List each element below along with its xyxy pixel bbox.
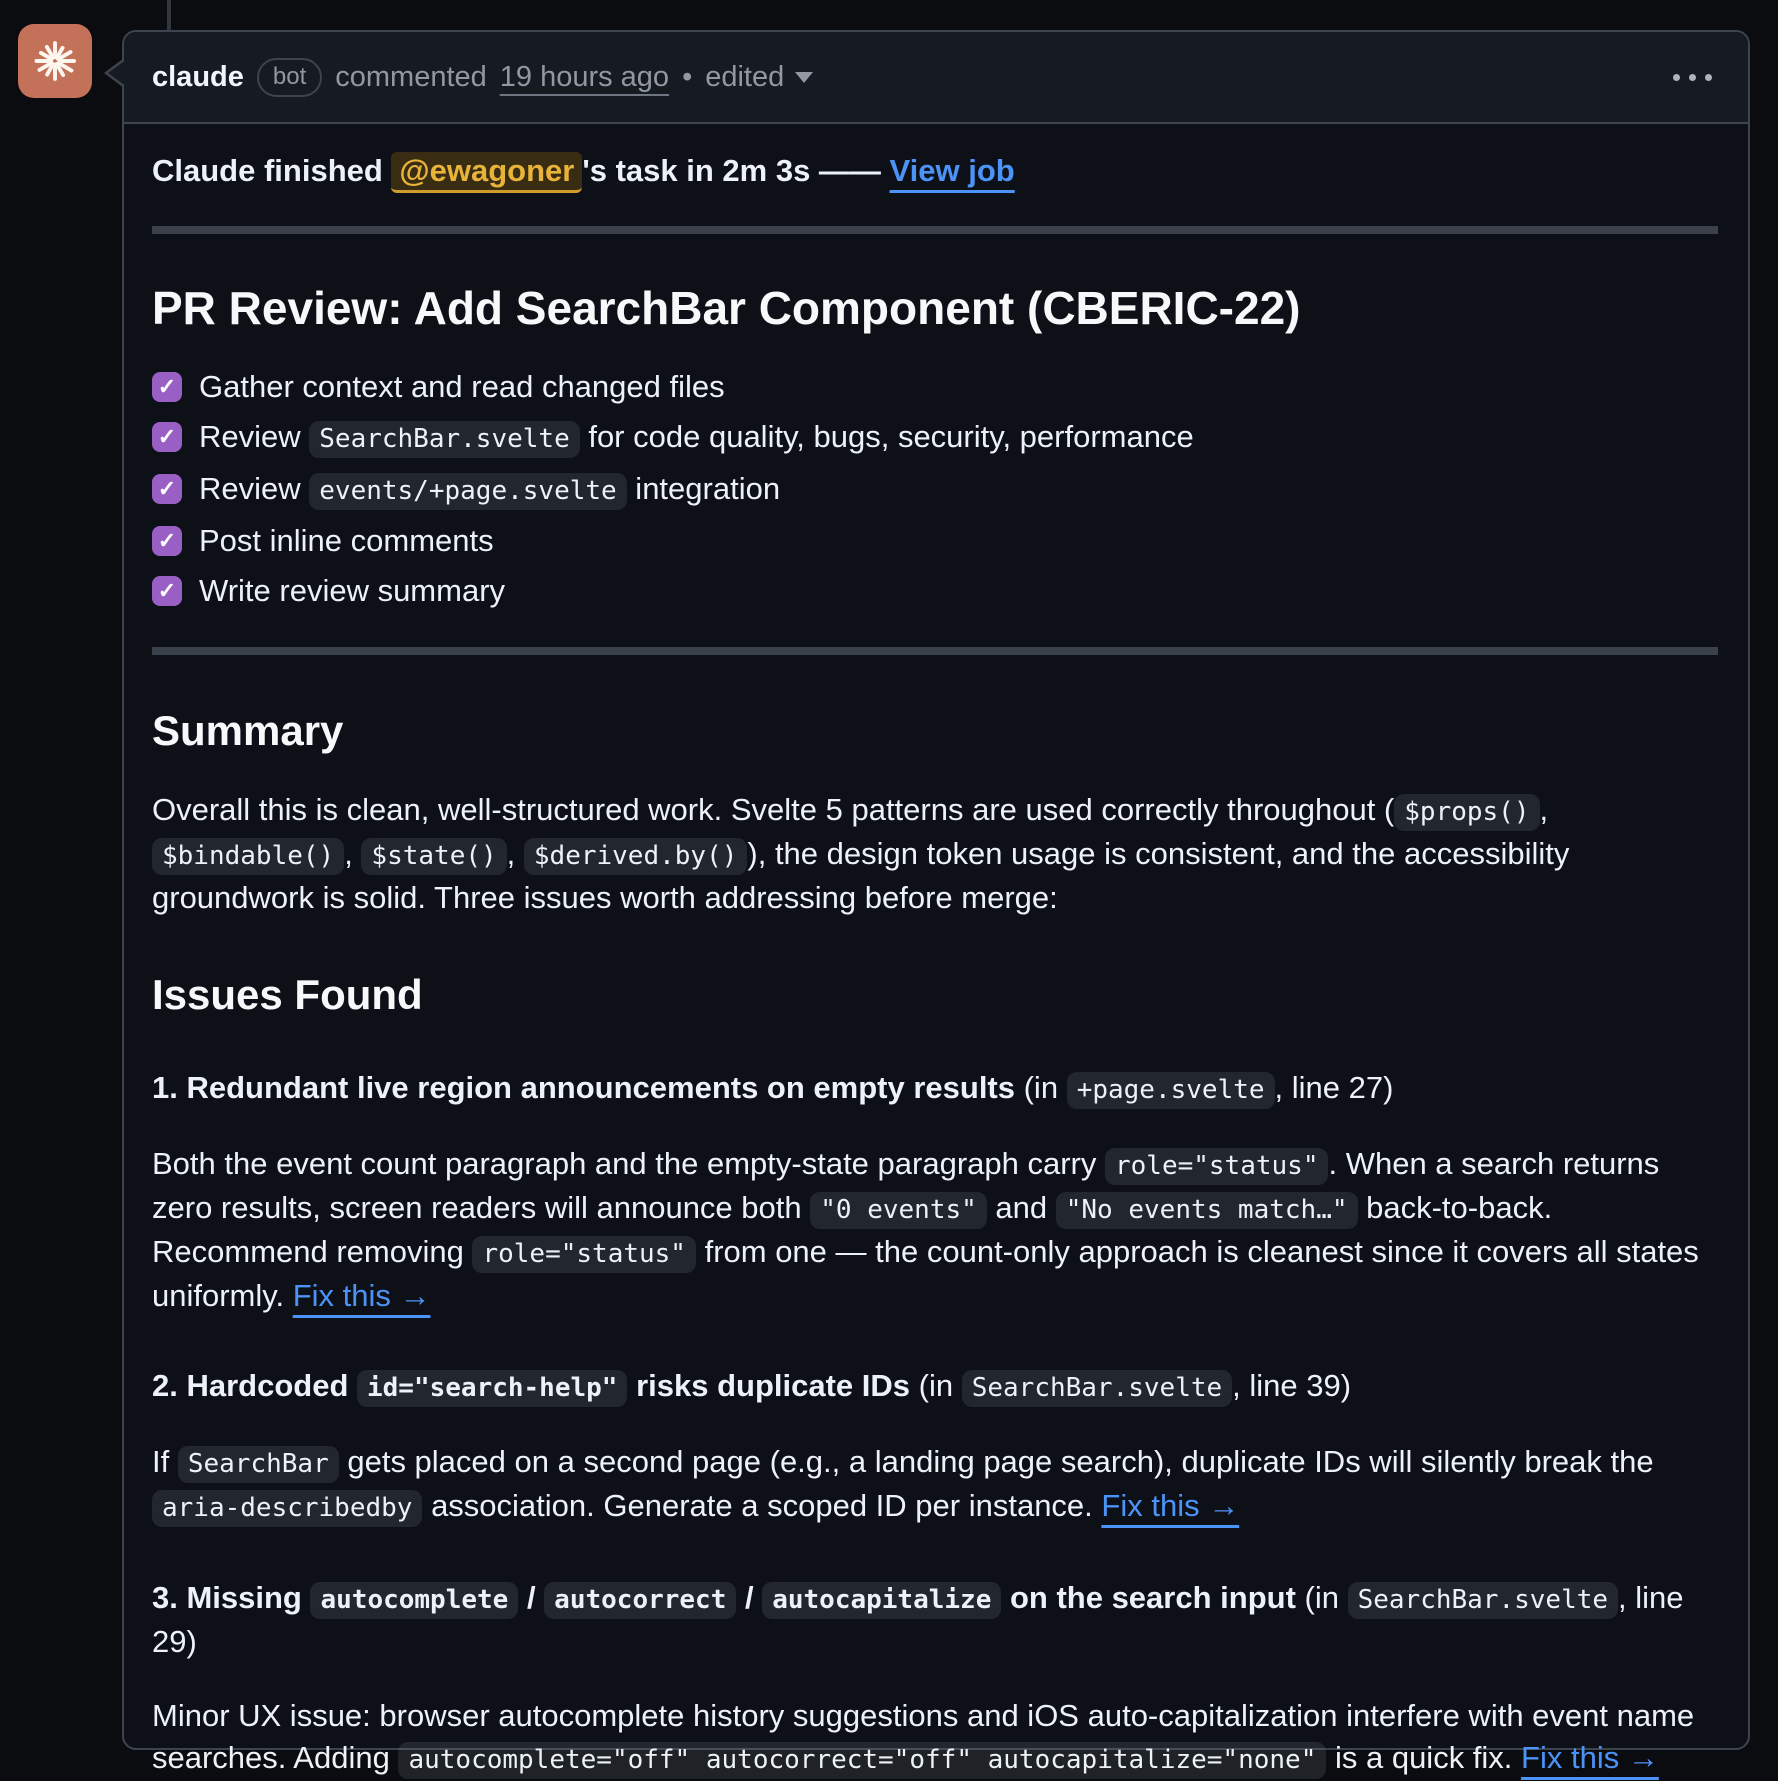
text-run: / (518, 1580, 545, 1615)
divider (152, 226, 1718, 234)
inline-code: SearchBar.svelte (962, 1370, 1232, 1407)
text-run: association. Generate a scoped ID per instance. (422, 1488, 1102, 1523)
issue-1-title (152, 1067, 1718, 1111)
checked-checkbox-icon[interactable]: ✓ (152, 422, 182, 452)
comment-options-button[interactable] (1673, 64, 1712, 91)
text-run: , line 29) (152, 1580, 1684, 1659)
text-run: gets placed on a second page (e.g., a landing page search), duplicate IDs will silently break the (338, 1444, 1654, 1479)
inline-code: SearchBar (178, 1446, 339, 1483)
inline-code: $props() (1394, 794, 1539, 831)
comment-body (124, 124, 1748, 1781)
issue-3-title (152, 1577, 1718, 1663)
text-run: Review (199, 471, 310, 506)
text-run: Review (199, 419, 310, 454)
inline-link[interactable]: Fix this → (1521, 1740, 1659, 1775)
summary-heading: Summary (152, 707, 344, 754)
text-run: Gather context and read changed files (199, 369, 725, 404)
issue-3-body (152, 1695, 1718, 1781)
text-run: (in (910, 1368, 962, 1403)
text-run: Both the event count paragraph and the empty-state paragraph carry (152, 1146, 1105, 1181)
text-run: 2. Hardcoded (152, 1368, 357, 1403)
issue-2-body (152, 1441, 1718, 1529)
text-run: 3. Missing (152, 1580, 311, 1615)
issues-heading: Issues Found (152, 971, 423, 1018)
text-run: / (736, 1580, 763, 1615)
inline-link[interactable]: View job (889, 153, 1015, 188)
inline-code: "No events match…" (1056, 1192, 1358, 1229)
text-run: on the search input (1001, 1580, 1296, 1615)
kebab-icon (1673, 74, 1680, 81)
text-run: Claude finished (152, 153, 392, 188)
review-heading: PR Review: Add SearchBar Component (CBERIC-22) (152, 282, 1301, 334)
inline-code: autocorrect (544, 1582, 736, 1619)
checklist-item (152, 365, 1718, 409)
inline-code: role="status" (1105, 1148, 1329, 1185)
text-run: ), the design token usage is consistent, and the accessibility groundwork is solid. Three issues worth addressing before merge: (152, 836, 1570, 915)
inline-code: $state() (361, 838, 506, 875)
text-run: risks duplicate IDs (627, 1368, 911, 1403)
checked-checkbox-icon[interactable]: ✓ (152, 372, 182, 402)
checklist-item-text (199, 467, 780, 513)
checked-checkbox-icon[interactable]: ✓ (152, 474, 182, 504)
checklist-item-text (199, 519, 494, 563)
meta-separator-dot: • (682, 60, 693, 93)
issue-1-body (152, 1143, 1718, 1317)
inline-code: events/+page.svelte (309, 473, 626, 510)
edited-label: edited (705, 60, 785, 93)
text-run: Minor UX issue: browser autocomplete history suggestions and iOS auto-capitalization interfere with event name searches. Adding (152, 1698, 1695, 1775)
inline-code: "0 events" (810, 1192, 987, 1229)
inline-code: $derived.by() (524, 838, 748, 875)
text-run: Write review summary (199, 573, 506, 608)
review-checklist (152, 365, 1718, 613)
claude-bot-avatar[interactable] (18, 24, 92, 98)
bot-badge: bot (257, 58, 322, 97)
checklist-item (152, 569, 1718, 613)
inline-code: SearchBar.svelte (309, 421, 579, 458)
inline-code: id="search-help" (357, 1370, 627, 1407)
edited-dropdown-button[interactable] (705, 61, 813, 94)
inline-code: +page.svelte (1067, 1072, 1275, 1109)
text-run: , line 27) (1274, 1070, 1394, 1105)
text-run: . When a search returns zero results, screen readers will announce both (152, 1146, 1660, 1225)
text-run: , line 39) (1232, 1368, 1352, 1403)
checklist-item (152, 415, 1718, 461)
text-run: If (152, 1444, 178, 1479)
text-run: , (344, 836, 362, 871)
divider (152, 647, 1718, 655)
checked-checkbox-icon[interactable]: ✓ (152, 576, 182, 606)
issue-2-title (152, 1365, 1718, 1409)
text-run: , (1539, 792, 1549, 827)
chevron-down-icon (795, 72, 813, 83)
inline-code: autocomplete (310, 1582, 518, 1619)
claude-starburst-icon (27, 33, 83, 89)
text-run: (in (1295, 1580, 1348, 1615)
inline-code: aria-describedby (152, 1490, 422, 1527)
checklist-item (152, 519, 1718, 563)
text-run: back-to-back. Recommend removing (152, 1190, 1553, 1269)
checklist-item (152, 467, 1718, 513)
text-run: Post inline comments (199, 523, 494, 558)
timeline-connector-line (167, 0, 171, 32)
text-run: and (986, 1190, 1056, 1225)
intro-line (152, 150, 1718, 192)
comment-action-label: commented (335, 60, 487, 93)
text-run: for code quality, bugs, security, performance (579, 419, 1194, 454)
checklist-item-text (199, 365, 725, 409)
comment-author-link[interactable]: claude (152, 60, 244, 93)
text-run: Overall this is clean, well-structured work. Svelte 5 patterns are used correctly throughout ( (152, 792, 1395, 827)
checked-checkbox-icon[interactable]: ✓ (152, 526, 182, 556)
comment-timestamp-link[interactable]: 19 hours ago (499, 60, 670, 93)
checklist-item-text (199, 415, 1194, 461)
comment-header (124, 32, 1748, 124)
inline-code: autocomplete="off" autocorrect="off" autocapitalize="none" (398, 1742, 1326, 1779)
text-run: integration (626, 471, 781, 506)
text-run: (in (1015, 1070, 1067, 1105)
text-run: from one — the count-only approach is cleanest since it covers all states uniformly. (152, 1234, 1699, 1313)
inline-code: $bindable() (152, 838, 344, 875)
user-mention-link[interactable]: @ewagoner (391, 152, 582, 193)
text-run: is a quick fix. (1326, 1740, 1522, 1775)
text-run: 's task in 2m 3s —— (582, 153, 890, 188)
checklist-item-text (199, 569, 505, 613)
inline-code: role="status" (472, 1236, 696, 1273)
inline-code: autocapitalize (762, 1582, 1001, 1619)
text-run: , (506, 836, 524, 871)
text-run: 1. Redundant live region announcements on empty results (152, 1070, 1015, 1105)
inline-code: SearchBar.svelte (1348, 1582, 1618, 1619)
summary-paragraph (152, 789, 1718, 919)
inline-link[interactable]: Fix this → (1101, 1488, 1240, 1523)
inline-link[interactable]: Fix this → (292, 1278, 431, 1313)
comment-card (122, 30, 1750, 1775)
